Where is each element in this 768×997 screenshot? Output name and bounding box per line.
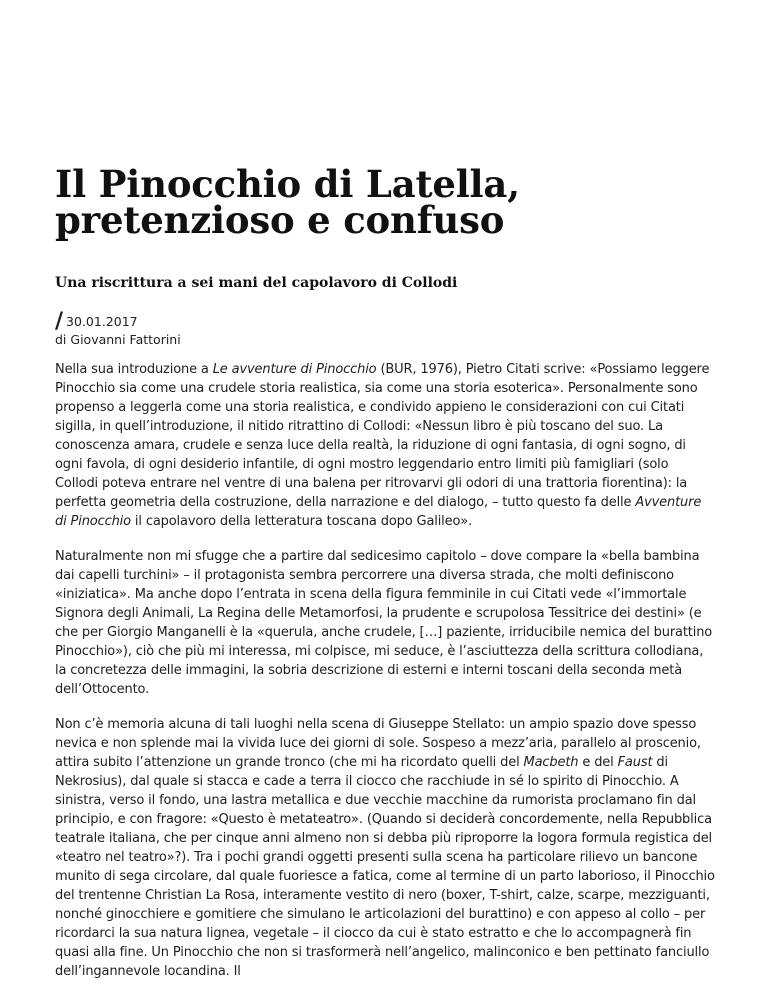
text-run: (BUR, 1976), Pietro Citati scrive: «Possiamo leggere Pinocchio sia come una crudele storia realistica, sia come una storia esoterica». Personalmente sono propenso a leggerla come una storia realistica, e condivido appieno le considerazioni con cui Citati sigilla, in quell’introduzione, il nitido ritrattino di Collodi: «Nessun libro è più toscano del suo. La conoscenza amara, crudele e senza luce della realtà, la riduzione di ogni fantasia, di ogni sogno, di ogni favola, di ogni desiderio infantile, di ogni mostro leggendario entro limiti più famigliari (solo Collodi poteva entrare nel ventre di una balena per ritrovarvi gli odori di una trattoria fiorentina): la perfetta geometria della costruzione, della narrazione e del dialogo, – tutto questo fa delle (55, 362, 710, 510)
text-run: Nella sua introduzione a (55, 362, 213, 377)
text-run: Non c’è memoria alcuna di tali luoghi nella scena di Giuseppe Stellato: un ampio spazio dove spesso nevica e non splende mai la vivida luce dei giorni di sole. Sospeso a mezz’aria, parallelo al proscenio, attira subito l’attenzione un grande tronco (che mi ha ricordato quelli del (55, 717, 701, 770)
play-title-italic: Faust (617, 755, 653, 770)
article-body (55, 360, 715, 997)
date-line (55, 309, 181, 334)
author-byline: di Giovanni Fattorini (55, 332, 181, 347)
book-title-italic: Le avventure di Pinocchio (212, 362, 377, 377)
paragraph-2: Naturalmente non mi sfugge che a partire dal sedicesimo capitolo – dove compare la «bella bambina dai capelli turchini» – il protagonista sembra percorrere una diversa strada, che molti definiscono «iniziatica». Ma anche dopo l’entrata in scena della figura femminile in cui Citati vede «l’immortale Signora degli Animali, La Regina delle Metamorfosi, la prudente e scrupolosa Tessitrice dei destini» (e che per Giorgio Manganelli è la «querula, anche crudele, […] paziente, irriducibile nemica del burattino Pinocchio»), ciò che più mi interessa, mi colpisce, mi seduce, è l’asciuttezza della scrittura collodiana, la concretezza delle immagini, la sobria descrizione di esterni e interni toscani della seconda metà dell’Ottocento. (55, 549, 713, 697)
article-subtitle: Una riscrittura a sei mani del capolavoro di Collodi (55, 275, 458, 291)
text-run: il capolavoro della letteratura toscana dopo Galileo». (130, 514, 473, 529)
slash-separator: / (55, 309, 64, 334)
paragraph-1 (55, 360, 715, 531)
publish-date: 30.01.2017 (66, 314, 138, 329)
book-title-italic: Avventure di Pinocchio (55, 495, 702, 529)
text-run: e del (578, 755, 618, 770)
text-run: di Nekrosius), dal quale si stacca e cade a terra il ciocco che racchiude in sé lo spirito di Pinocchio. A sinistra, verso il fondo, una lastra metallica e due vecchie macchine da rumorista proclamano fin dal principio, e con fragore: «Questo è metateatro». (Quando si deciderà concordemente, nella Repubblica teatrale italiana, che per cinque anni almeno non si debba più riproporre la logora formula registica del «teatro nel teatro»?). Tra i pochi grandi oggetti presenti sulla scena ha particolare rilievo un bancone munito di sega circolare, dal quale fuoriesce a fatica, come al termine di un parto laborioso, il Pinocchio del trentenne Christian La Rosa, interamente vestito di nero (boxer, T-shirt, calze, scarpe, mezziguanti, nonché ginocchiere e gomitiere che simulano le articolazioni del burattino) e con appeso al collo – per ricordarci la sua natura lignea, vegetale – il ciocco da cui è stato estratto e che lo accompagnerà fin quasi alla fine. Un Pinocchio che non si trasformerà nell’angelico, malinconico e ben pettinato fanciullo dell’ingannevole locandina. Il (55, 755, 715, 979)
title-line-1: Il Pinocchio di Latella, (55, 162, 520, 206)
paragraph-3 (55, 715, 715, 981)
play-title-italic: Macbeth (523, 755, 579, 770)
article-title (55, 162, 520, 242)
article-meta (55, 309, 181, 347)
title-line-2: pretenzioso e confuso (55, 198, 505, 242)
